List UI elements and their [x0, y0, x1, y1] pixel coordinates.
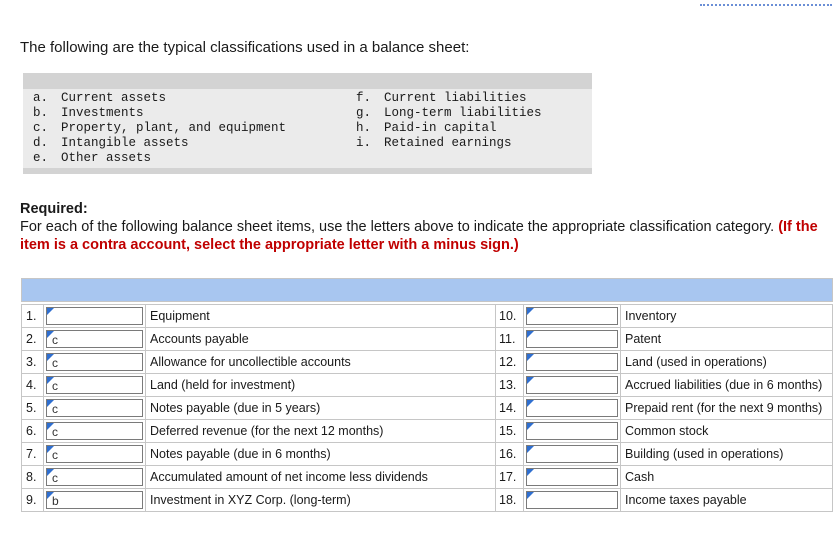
answer-cell	[524, 489, 621, 512]
dropdown-indicator-icon	[47, 354, 54, 361]
answer-value: c	[52, 471, 58, 485]
classification-item	[33, 136, 286, 151]
classification-letter: a.	[33, 91, 49, 105]
item-number: 15.	[496, 420, 524, 443]
item-label: Land (held for investment)	[146, 374, 496, 397]
classification-label: Paid-in capital	[384, 121, 497, 135]
answer-cell	[524, 351, 621, 374]
table-row	[22, 397, 833, 420]
dropdown-indicator-icon	[527, 492, 534, 499]
dropdown-indicator-icon	[47, 308, 54, 315]
classification-letter: i.	[356, 136, 372, 150]
classification-item	[33, 91, 286, 106]
classification-item	[356, 106, 542, 121]
answer-value: c	[52, 333, 58, 347]
item-label: Patent	[621, 328, 833, 351]
item-number: 13.	[496, 374, 524, 397]
classification-letter: f.	[356, 91, 372, 105]
dropdown-indicator-icon	[527, 469, 534, 476]
classification-list-left	[33, 91, 286, 166]
dropdown-indicator-icon	[527, 331, 534, 338]
answer-cell	[44, 305, 146, 328]
answer-cell	[44, 374, 146, 397]
classification-item	[356, 91, 542, 106]
item-number: 3.	[22, 351, 44, 374]
answer-cell	[524, 305, 621, 328]
item-label: Notes payable (due in 6 months)	[146, 443, 496, 466]
classification-label: Long-term liabilities	[384, 106, 542, 120]
dropdown-indicator-icon	[47, 423, 54, 430]
answer-dropdown[interactable]	[46, 491, 143, 509]
table-row	[22, 305, 833, 328]
required-title: Required:	[20, 201, 88, 217]
answer-dropdown[interactable]	[46, 422, 143, 440]
answer-cell	[44, 328, 146, 351]
answer-cell	[44, 351, 146, 374]
answer-dropdown[interactable]	[46, 353, 143, 371]
item-label: Inventory	[621, 305, 833, 328]
item-number: 10.	[496, 305, 524, 328]
dropdown-indicator-icon	[47, 400, 54, 407]
classification-label: Current assets	[61, 91, 167, 105]
item-number: 1.	[22, 305, 44, 328]
table-row	[22, 351, 833, 374]
answer-cell	[524, 397, 621, 420]
intro-text: The following are the typical classifications used in a balance sheet:	[20, 39, 470, 56]
dropdown-indicator-icon	[47, 469, 54, 476]
classification-label: Intangible assets	[61, 136, 189, 150]
classification-label: Property, plant, and equipment	[61, 121, 287, 135]
item-number: 12.	[496, 351, 524, 374]
classification-item	[356, 121, 542, 136]
answer-value: c	[52, 356, 58, 370]
answer-cell	[524, 466, 621, 489]
item-number: 16.	[496, 443, 524, 466]
table-header	[22, 279, 833, 302]
answer-cell	[524, 420, 621, 443]
contra-note: (If the item is a contra account, select the appropriate letter with a minus sign.)	[20, 219, 818, 253]
classification-item	[33, 151, 286, 166]
answer-dropdown[interactable]	[46, 445, 143, 463]
item-label: Land (used in operations)	[621, 351, 833, 374]
item-label: Building (used in operations)	[621, 443, 833, 466]
dropdown-indicator-icon	[527, 400, 534, 407]
answer-dropdown[interactable]	[526, 468, 618, 486]
item-number: 5.	[22, 397, 44, 420]
classification-letter: d.	[33, 136, 49, 150]
dropdown-indicator-icon	[47, 446, 54, 453]
item-label: Accounts payable	[146, 328, 496, 351]
top-dotted-divider	[700, 4, 832, 6]
dropdown-indicator-icon	[47, 331, 54, 338]
classification-box	[23, 73, 592, 174]
answer-dropdown[interactable]	[46, 399, 143, 417]
item-number: 8.	[22, 466, 44, 489]
table-row	[22, 328, 833, 351]
item-label: Equipment	[146, 305, 496, 328]
answer-cell	[44, 420, 146, 443]
item-number: 7.	[22, 443, 44, 466]
item-number: 17.	[496, 466, 524, 489]
required-section	[20, 200, 838, 254]
answer-value: c	[52, 448, 58, 462]
item-label: Allowance for uncollectible accounts	[146, 351, 496, 374]
item-label: Deferred revenue (for the next 12 months)	[146, 420, 496, 443]
classification-list-right	[356, 91, 542, 151]
dropdown-indicator-icon	[527, 308, 534, 315]
classification-label: Retained earnings	[384, 136, 512, 150]
answer-cell	[524, 374, 621, 397]
answer-dropdown[interactable]	[526, 445, 618, 463]
dropdown-indicator-icon	[527, 423, 534, 430]
item-label: Prepaid rent (for the next 9 months)	[621, 397, 833, 420]
item-number: 9.	[22, 489, 44, 512]
table-row	[22, 420, 833, 443]
dropdown-indicator-icon	[47, 377, 54, 384]
answer-dropdown[interactable]	[526, 330, 618, 348]
item-label: Income taxes payable	[621, 489, 833, 512]
answer-dropdown[interactable]	[526, 399, 618, 417]
dropdown-indicator-icon	[47, 492, 54, 499]
item-label: Investment in XYZ Corp. (long-term)	[146, 489, 496, 512]
item-number: 11.	[496, 328, 524, 351]
classification-letter: c.	[33, 121, 49, 135]
item-label: Accumulated amount of net income less dividends	[146, 466, 496, 489]
table-row	[22, 466, 833, 489]
answer-cell	[44, 489, 146, 512]
table-row	[22, 443, 833, 466]
answer-value: c	[52, 379, 58, 393]
answer-cell	[44, 443, 146, 466]
dropdown-indicator-icon	[527, 354, 534, 361]
answer-table	[21, 278, 833, 512]
answer-cell	[44, 466, 146, 489]
answer-value: c	[52, 402, 58, 416]
dropdown-indicator-icon	[527, 446, 534, 453]
answer-cell	[44, 397, 146, 420]
answer-cell	[524, 328, 621, 351]
answer-dropdown[interactable]	[526, 491, 618, 509]
classification-label: Investments	[61, 106, 144, 120]
answer-dropdown[interactable]	[46, 307, 143, 325]
classification-letter: g.	[356, 106, 372, 120]
answer-dropdown[interactable]	[46, 468, 143, 486]
table-row	[22, 489, 833, 512]
item-number: 4.	[22, 374, 44, 397]
item-number: 6.	[22, 420, 44, 443]
required-text: For each of the following balance sheet items, use the letters above to indicate the appropriate classification category.	[20, 219, 775, 235]
answer-value: c	[52, 425, 58, 439]
answer-dropdown[interactable]	[526, 422, 618, 440]
answer-dropdown[interactable]	[46, 330, 143, 348]
classification-label: Other assets	[61, 151, 152, 165]
answer-dropdown[interactable]	[46, 376, 143, 394]
classification-label: Current liabilities	[384, 91, 527, 105]
classification-item	[33, 106, 286, 121]
item-label: Cash	[621, 466, 833, 489]
item-number: 14.	[496, 397, 524, 420]
classification-letter: e.	[33, 151, 49, 165]
item-number: 2.	[22, 328, 44, 351]
item-number: 18.	[496, 489, 524, 512]
answer-dropdown[interactable]	[526, 376, 618, 394]
answer-dropdown[interactable]	[526, 307, 618, 325]
item-label: Notes payable (due in 5 years)	[146, 397, 496, 420]
item-label: Common stock	[621, 420, 833, 443]
classification-item	[33, 121, 286, 136]
required-instructions	[20, 218, 838, 254]
dropdown-indicator-icon	[527, 377, 534, 384]
table-row	[22, 374, 833, 397]
classification-item	[356, 136, 542, 151]
classification-letter: h.	[356, 121, 372, 135]
answer-value: b	[52, 494, 59, 508]
item-label: Accrued liabilities (due in 6 months)	[621, 374, 833, 397]
answer-cell	[524, 443, 621, 466]
answer-dropdown[interactable]	[526, 353, 618, 371]
classification-letter: b.	[33, 106, 49, 120]
